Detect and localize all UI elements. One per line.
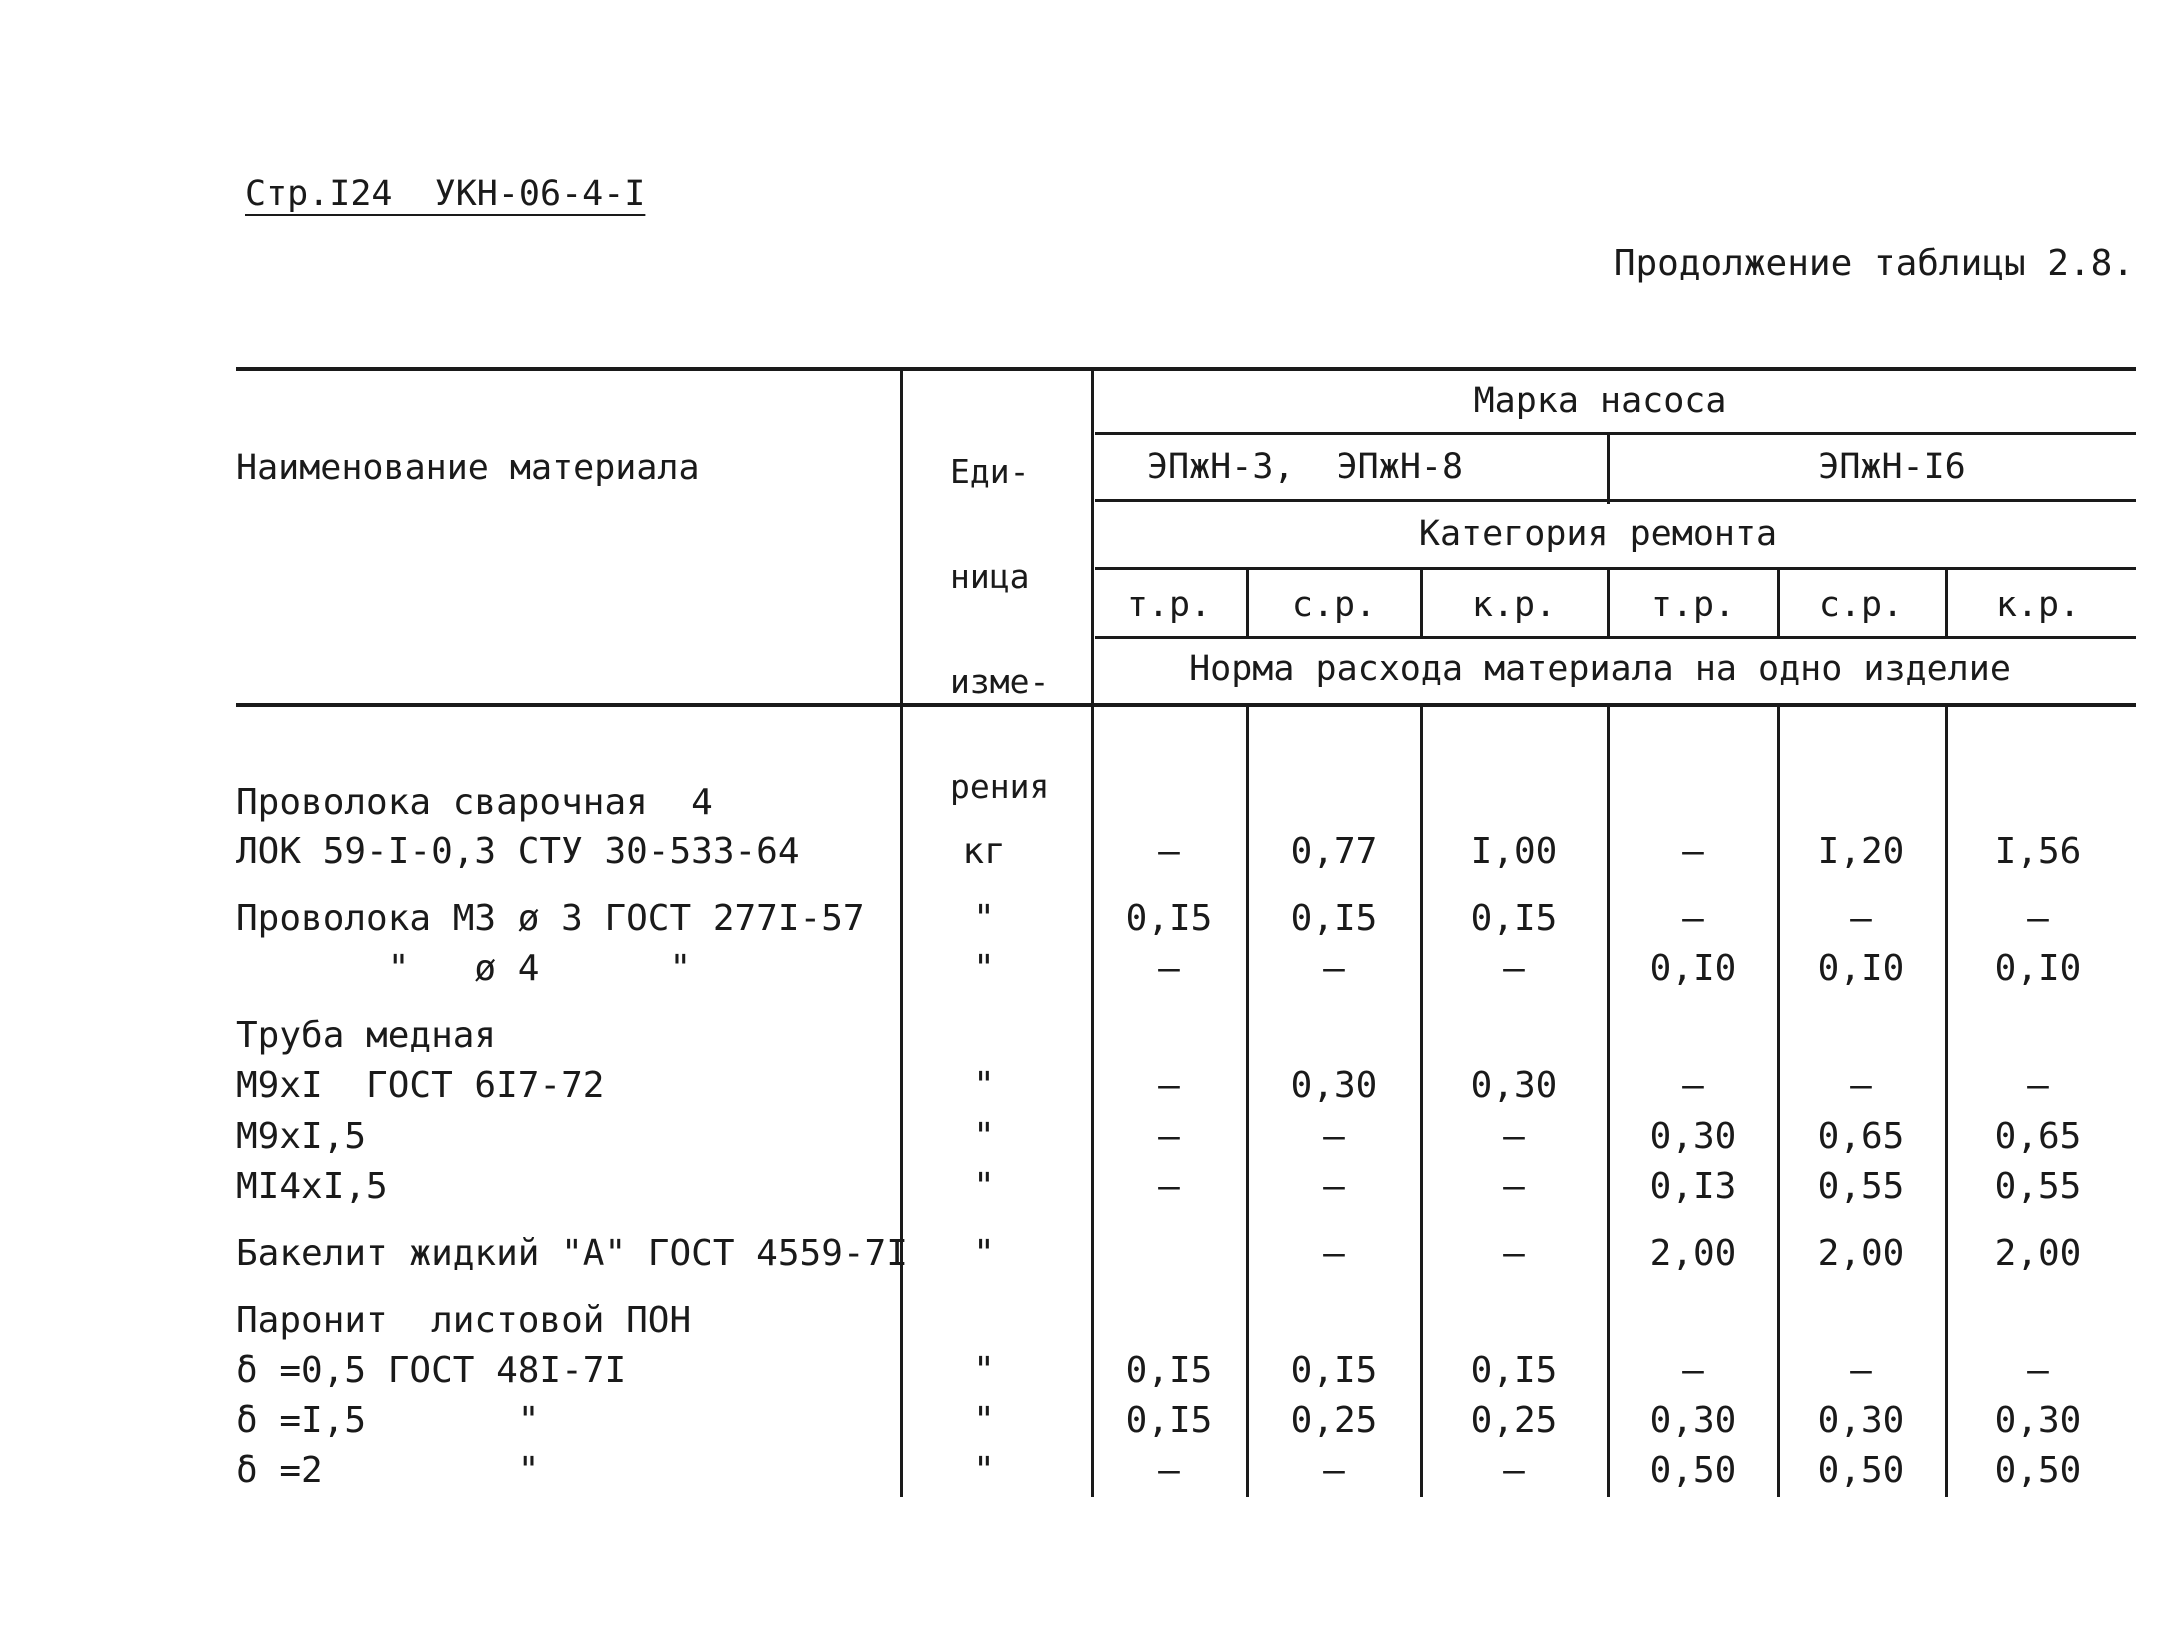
norm-value: – (1323, 1450, 1345, 1491)
norm-value: – (1850, 1350, 1872, 1391)
norm-value: 0,77 (1290, 831, 1378, 872)
norm-value: 0,30 (1290, 1065, 1378, 1106)
norm-value: 0,I0 (1817, 948, 1905, 989)
header-repair-category: Категория ремонта (1418, 514, 1778, 554)
category-codes-rule (1095, 636, 2136, 639)
norm-value: 0,65 (1817, 1116, 1905, 1157)
norm-value: 0,I5 (1290, 1350, 1378, 1391)
norm-value: – (1158, 948, 1180, 989)
header-category-sr-2: с.р. (1818, 585, 1904, 625)
norm-value: 0,30 (1994, 1400, 2082, 1441)
col-divider-unit (1091, 367, 1094, 1497)
header-consumption-norm: Норма расхода материала на одно изделие (1189, 649, 2011, 689)
pump-model-rule (1095, 499, 2136, 502)
table-top-rule (236, 367, 2136, 371)
norm-value: – (2027, 1065, 2049, 1106)
norm-value: 0,25 (1470, 1400, 1558, 1441)
header-unit-line: ница (950, 557, 1030, 596)
header-pump-group-2: ЭПжН-I6 (1818, 447, 1966, 487)
norm-value: – (1682, 1350, 1704, 1391)
norm-value: – (1158, 831, 1180, 872)
norm-value: 0,50 (1817, 1450, 1905, 1491)
norm-value: – (2027, 1350, 2049, 1391)
col-divider-body-2 (1420, 705, 1423, 1497)
norm-value: 0,50 (1649, 1450, 1737, 1491)
norm-value: – (1503, 1116, 1525, 1157)
material-unit: кг (962, 831, 1006, 872)
norm-value: 0,I5 (1125, 1350, 1213, 1391)
norm-value: – (1850, 1065, 1872, 1106)
norm-value: 0,30 (1649, 1400, 1737, 1441)
header-unit-line: рения (950, 767, 1050, 806)
material-name: δ =0,5 ГОСТ 48I-7I (236, 1350, 627, 1391)
pump-brand-rule (1095, 432, 2136, 435)
header-bottom-rule (236, 703, 2136, 707)
material-unit: " (973, 1450, 995, 1491)
norm-value: 0,I5 (1290, 898, 1378, 939)
norm-value: 0,I5 (1125, 1400, 1213, 1441)
norm-value: – (1158, 1450, 1180, 1491)
norm-value: 0,30 (1470, 1065, 1558, 1106)
norm-value: – (1850, 898, 1872, 939)
material-name: ЛОК 59-I-0,3 СТУ 30-533-64 (236, 831, 800, 872)
col-divider-body-3 (1607, 705, 1610, 1497)
header-category-kr-2: к.р. (1995, 585, 2081, 625)
col-divider-3 (1607, 567, 1610, 639)
page-code: Стр.I24 УКН-06-4-I (245, 174, 646, 214)
material-unit: " (973, 898, 995, 939)
norm-value: – (1503, 948, 1525, 989)
norm-value: – (1158, 1065, 1180, 1106)
material-name: " ø 4 " (236, 948, 692, 989)
table-continuation-label: Продолжение таблицы 2.8. (1613, 243, 2134, 284)
material-name: Труба медная (236, 1015, 497, 1056)
col-divider-group (1607, 432, 1610, 504)
norm-value: – (1503, 1166, 1525, 1207)
repair-category-rule (1095, 567, 2136, 570)
norm-value: 0,50 (1994, 1450, 2082, 1491)
norm-value: 0,I3 (1649, 1166, 1737, 1207)
norm-value: – (1158, 1116, 1180, 1157)
norm-value: 0,55 (1817, 1166, 1905, 1207)
col-divider-body-5 (1945, 705, 1948, 1497)
material-unit: " (973, 1400, 995, 1441)
material-unit: " (973, 1166, 995, 1207)
header-pump-brand: Марка насоса (1473, 381, 1727, 421)
col-divider-body-1 (1246, 705, 1249, 1497)
norm-value: 2,00 (1994, 1233, 2082, 1274)
norm-value: 0,I5 (1470, 1350, 1558, 1391)
material-name: Паронит листовой ПОН (236, 1300, 692, 1341)
header-category-tr-1: т.р. (1126, 585, 1212, 625)
header-unit-line: изме- (950, 662, 1050, 701)
norm-value: 0,I5 (1125, 898, 1213, 939)
norm-value: 0,I5 (1470, 898, 1558, 939)
norm-value: – (1158, 1166, 1180, 1207)
norm-value: I,56 (1994, 831, 2082, 872)
col-divider-2 (1420, 567, 1423, 639)
norm-value: – (1323, 1116, 1345, 1157)
norm-value: 0,30 (1817, 1400, 1905, 1441)
col-divider-name (900, 367, 903, 1497)
header-category-sr-1: с.р. (1291, 585, 1377, 625)
norm-value: 0,25 (1290, 1400, 1378, 1441)
material-unit: " (973, 1116, 995, 1157)
header-pump-group-1: ЭПжН-3, ЭПжН-8 (1146, 447, 1464, 487)
col-divider-4 (1777, 567, 1780, 639)
norm-value: – (1682, 1065, 1704, 1106)
norm-value: 2,00 (1649, 1233, 1737, 1274)
norm-value: 0,65 (1994, 1116, 2082, 1157)
material-unit: " (973, 1233, 995, 1274)
col-divider-1 (1246, 567, 1249, 639)
header-category-tr-2: т.р. (1650, 585, 1736, 625)
header-material-name: Наименование материала (236, 448, 700, 488)
norm-value: 0,55 (1994, 1166, 2082, 1207)
material-name: МI4хI,5 (236, 1166, 388, 1207)
norm-value: – (1503, 1450, 1525, 1491)
material-name: δ =2 " (236, 1450, 540, 1491)
norm-value: 0,30 (1649, 1116, 1737, 1157)
header-unit-line: Еди- (950, 452, 1030, 491)
header-category-kr-1: к.р. (1471, 585, 1557, 625)
norm-value: – (1682, 831, 1704, 872)
norm-value: I,20 (1817, 831, 1905, 872)
norm-value: – (2027, 898, 2049, 939)
norm-value: – (1503, 1233, 1525, 1274)
norm-value: 0,I0 (1649, 948, 1737, 989)
material-name: Бакелит жидкий "А" ГОСТ 4559-7I (236, 1233, 908, 1274)
material-unit: " (973, 948, 995, 989)
material-unit: " (973, 1065, 995, 1106)
col-divider-5 (1945, 567, 1948, 639)
material-unit: " (973, 1350, 995, 1391)
norm-value: – (1323, 1233, 1345, 1274)
norm-value: 2,00 (1817, 1233, 1905, 1274)
norm-value: – (1323, 948, 1345, 989)
col-divider-body-4 (1777, 705, 1780, 1497)
norm-value: 0,I0 (1994, 948, 2082, 989)
header-unit (950, 384, 1049, 839)
material-name: М9хI,5 (236, 1116, 367, 1157)
norm-value: I,00 (1470, 831, 1558, 872)
norm-value: – (1323, 1166, 1345, 1207)
material-name: М9хI ГОСТ 6I7-72 (236, 1065, 605, 1106)
material-name: Проволока МЗ ø 3 ГОСТ 277I-57 (236, 898, 865, 939)
material-name: δ =I,5 " (236, 1400, 540, 1441)
material-name: Проволока сварочная 4 (236, 782, 713, 823)
norm-value: – (1682, 898, 1704, 939)
